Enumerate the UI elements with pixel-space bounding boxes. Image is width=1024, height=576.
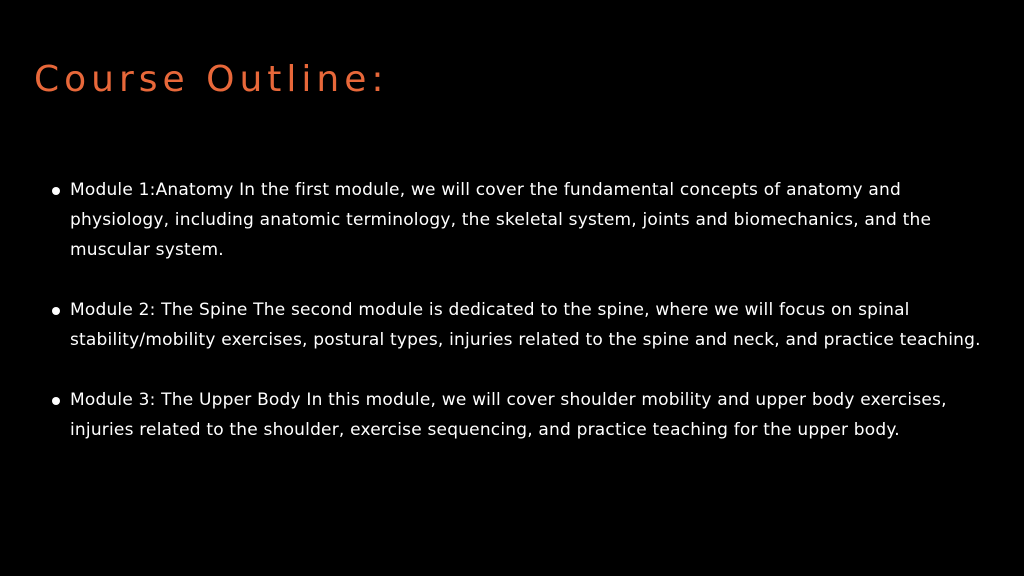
bullet-dot-icon [52,307,60,315]
list-item-text: Module 2: The Spine The second module is dedicated to the spine, where we will focus on spinal stability/mobility exercises, postural types, injuries related to the spine and neck, and practice teaching. [70,300,981,350]
course-outline-list [52,175,992,475]
list-item-text: Module 3: The Upper Body In this module, we will cover shoulder mobility and upper body exercises, injuries related to the shoulder, exercise sequencing, and practice teaching for the upper body. [70,390,947,440]
slide-title: Course Outline: [34,59,389,100]
list-item-module-3 [52,385,992,445]
bullet-dot-icon [52,187,60,195]
list-item-module-1 [52,175,992,265]
list-item-text: Module 1:Anatomy In the first module, we will cover the fundamental concepts of anatomy and physiology, including anatomic terminology, the skeletal system, joints and biomechanics, and the muscular system. [70,180,932,260]
list-item-module-2 [52,295,992,355]
bullet-dot-icon [52,397,60,405]
